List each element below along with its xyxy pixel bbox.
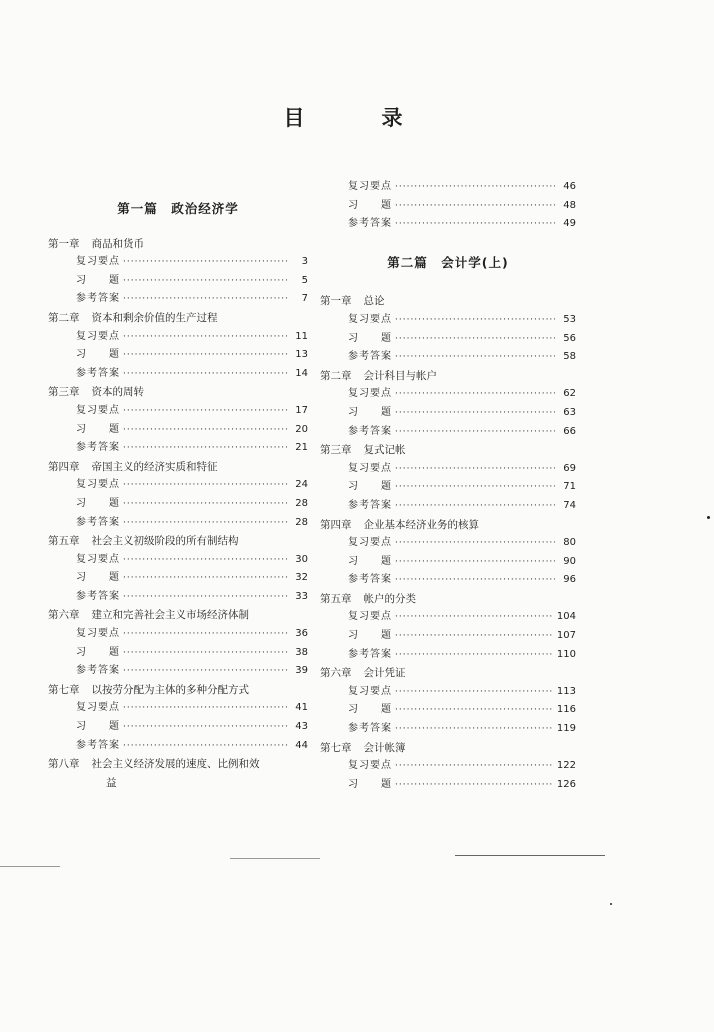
chapter-name: 建立和完善社会主义市场经济体制	[91, 609, 249, 622]
chapter-number: 第七章	[48, 683, 80, 696]
entry-label: 习 题	[76, 497, 120, 509]
page-number: 7	[301, 293, 308, 305]
toc-entry[interactable]	[320, 646, 576, 665]
chapter-number: 第一章	[48, 237, 80, 250]
toc-entry[interactable]	[320, 478, 576, 497]
page-number: 53	[563, 313, 576, 325]
toc-entry[interactable]	[48, 569, 308, 588]
toc-entry[interactable]	[320, 757, 576, 776]
scan-artifact-speck	[707, 516, 710, 519]
toc-entry[interactable]	[48, 421, 308, 440]
chapter-name: 社会主义初级阶段的所有制结构	[91, 535, 239, 548]
dot-leader	[123, 290, 287, 309]
entry-label: 复习要点	[348, 611, 392, 623]
scan-artifact-line	[230, 858, 320, 859]
page-number: 33	[295, 590, 308, 602]
dot-leader	[395, 534, 555, 553]
toc-entry[interactable]	[320, 311, 576, 330]
page-number: 43	[295, 721, 308, 733]
entry-label: 习 题	[348, 778, 392, 790]
page-number: 113	[556, 685, 576, 697]
chapter-title	[48, 458, 308, 477]
entry-label: 习 题	[76, 274, 120, 286]
page-number: 28	[295, 497, 308, 509]
toc-entry[interactable]	[320, 404, 576, 423]
page-number: 122	[556, 760, 576, 772]
chapter-number: 第三章	[48, 386, 80, 399]
entry-label: 参考答案	[348, 574, 392, 586]
entry-label: 习 题	[348, 555, 392, 567]
page-title: 目 录	[283, 106, 431, 130]
dot-leader	[123, 253, 287, 272]
dot-leader	[395, 330, 555, 349]
entry-label: 复习要点	[76, 702, 120, 714]
entry-label: 参考答案	[76, 367, 120, 379]
page-number: 17	[295, 404, 308, 416]
toc-entry[interactable]	[320, 534, 576, 553]
entry-label: 习 题	[348, 630, 392, 642]
entry-label: 复习要点	[348, 462, 392, 474]
toc-entry[interactable]	[48, 644, 308, 663]
toc-entry[interactable]	[320, 553, 576, 572]
page-number: 80	[563, 537, 576, 549]
toc-entry[interactable]	[320, 178, 576, 197]
part-title: 第一篇 政治经济学	[117, 201, 239, 216]
page-number: 58	[563, 351, 576, 363]
chapter-name: 资本和剩余价值的生产过程	[91, 311, 218, 324]
toc-entry[interactable]	[320, 423, 576, 442]
entry-label: 习 题	[348, 199, 392, 211]
chapter-name: 社会主义经济发展的速度、比例和效	[91, 758, 260, 771]
entry-label: 习 题	[76, 349, 120, 361]
entry-label: 参考答案	[348, 499, 392, 511]
entry-label: 习 题	[76, 572, 120, 584]
dot-leader	[395, 404, 555, 423]
dot-leader	[395, 348, 555, 367]
toc-entry[interactable]	[320, 627, 576, 646]
entry-label: 参考答案	[76, 665, 120, 677]
dot-leader	[123, 328, 287, 347]
page-number: 48	[563, 199, 576, 211]
toc-right-column	[320, 178, 576, 794]
dot-leader	[395, 701, 554, 720]
chapter-title	[48, 309, 308, 328]
dot-leader	[123, 588, 287, 607]
page-number: 71	[563, 481, 576, 493]
toc-chapter	[320, 441, 576, 515]
page-number: 11	[295, 330, 308, 342]
dot-leader	[123, 365, 287, 384]
page-number: 30	[295, 553, 308, 565]
scan-artifact-line	[0, 866, 60, 867]
entry-label: 参考答案	[348, 648, 392, 660]
toc-entry[interactable]	[48, 402, 308, 421]
toc-entry[interactable]	[48, 588, 308, 607]
entry-label: 参考答案	[76, 739, 120, 751]
page-number: 13	[295, 349, 308, 361]
toc-entry[interactable]	[48, 718, 308, 737]
toc-chapter	[48, 681, 308, 755]
dot-leader	[123, 699, 287, 718]
chapter-number: 第一章	[320, 295, 352, 308]
dot-leader	[395, 385, 555, 404]
page-number: 110	[556, 648, 576, 660]
page-number: 126	[556, 778, 576, 790]
chapter-number: 第二章	[48, 311, 80, 324]
toc-chapter	[320, 367, 576, 441]
chapter-name: 企业基本经济业务的核算	[363, 518, 479, 531]
page-number: 90	[563, 555, 576, 567]
page-number: 96	[563, 574, 576, 586]
toc-entry[interactable]	[320, 460, 576, 479]
dot-leader	[123, 569, 287, 588]
toc-chapter	[48, 309, 308, 383]
entry-label: 习 题	[348, 481, 392, 493]
toc-chapter	[48, 755, 308, 792]
page-number: 74	[563, 499, 576, 511]
chapter-name: 复式记帐	[363, 444, 406, 457]
part-title: 第二篇 会计学(上)	[387, 254, 509, 270]
dot-leader	[123, 625, 287, 644]
dot-leader	[395, 776, 554, 795]
toc-chapter	[320, 739, 576, 795]
dot-leader	[123, 514, 287, 533]
dot-leader	[395, 683, 554, 702]
chapter-name-continued: 益	[106, 776, 117, 789]
chapter-title	[320, 739, 576, 758]
toc-entry[interactable]	[320, 385, 576, 404]
page-number: 107	[556, 630, 576, 642]
toc-entry[interactable]	[320, 683, 576, 702]
dot-leader	[395, 757, 554, 776]
chapter-title	[320, 664, 576, 683]
dot-leader	[395, 460, 555, 479]
entry-label: 参考答案	[76, 293, 120, 305]
entry-label: 习 题	[76, 646, 120, 658]
page-number: 38	[295, 646, 308, 658]
toc-chapter	[48, 532, 308, 606]
chapter-title	[320, 292, 576, 311]
page-number: 14	[295, 367, 308, 379]
dot-leader	[395, 720, 554, 739]
scan-artifact-speck	[610, 903, 612, 905]
dot-leader	[395, 608, 554, 627]
chapter-number: 第七章	[320, 741, 352, 754]
toc-chapter	[320, 590, 576, 664]
page-number: 32	[295, 572, 308, 584]
chapter-title	[48, 606, 308, 625]
entry-label: 复习要点	[348, 537, 392, 549]
chapter-name: 总论	[363, 295, 385, 308]
chapter-number: 第八章	[48, 758, 80, 771]
dot-leader	[395, 215, 555, 234]
toc-entry[interactable]	[320, 720, 576, 739]
dot-leader	[123, 495, 287, 514]
chapter-title	[320, 367, 576, 386]
toc-entry[interactable]	[48, 551, 308, 570]
chapter-title	[48, 532, 308, 551]
toc-entry[interactable]	[48, 514, 308, 533]
chapter-title	[48, 681, 308, 700]
toc-entry[interactable]	[48, 253, 308, 272]
chapter-name: 会计科目与帐户	[363, 369, 437, 382]
toc-entry[interactable]	[48, 625, 308, 644]
entry-label: 参考答案	[348, 723, 392, 735]
entry-label: 参考答案	[76, 516, 120, 528]
page-number: 104	[556, 611, 576, 623]
entry-label: 复习要点	[76, 330, 120, 342]
scan-artifact-line	[455, 855, 605, 856]
dot-leader	[395, 197, 555, 216]
chapter-name: 会计凭证	[363, 667, 406, 680]
dot-leader	[395, 646, 554, 665]
dot-leader	[123, 476, 287, 495]
dot-leader	[123, 439, 287, 458]
dot-leader	[395, 553, 555, 572]
toc-entry[interactable]	[320, 497, 576, 516]
dot-leader	[123, 737, 287, 756]
entry-label: 复习要点	[348, 685, 392, 697]
toc-entry[interactable]	[320, 197, 576, 216]
entry-label: 复习要点	[76, 628, 120, 640]
chapter-number: 第六章	[320, 667, 352, 680]
chapter-number: 第五章	[320, 592, 352, 605]
entry-label: 参考答案	[348, 425, 392, 437]
chapter-number: 第二章	[320, 369, 352, 382]
chapter-title	[48, 755, 308, 792]
chapter-name: 以按劳分配为主体的多种分配方式	[91, 683, 249, 696]
entry-label: 习 题	[348, 406, 392, 418]
entry-label: 习 题	[76, 721, 120, 733]
chapter-title	[320, 441, 576, 460]
page-number: 62	[563, 388, 576, 400]
page-number: 24	[295, 479, 308, 491]
page-number: 21	[295, 442, 308, 454]
toc-entry[interactable]	[320, 215, 576, 234]
page-number: 41	[295, 702, 308, 714]
entry-label: 复习要点	[76, 479, 120, 491]
page-number: 20	[295, 423, 308, 435]
dot-leader	[123, 272, 287, 291]
entry-label: 参考答案	[348, 218, 392, 230]
page-number: 66	[563, 425, 576, 437]
toc-entry[interactable]	[320, 776, 576, 795]
dot-leader	[395, 478, 555, 497]
chapter-name: 帐户的分类	[363, 592, 416, 605]
chapter-title	[48, 383, 308, 402]
dot-leader	[123, 421, 287, 440]
page-number: 39	[295, 665, 308, 677]
page-number: 5	[301, 274, 308, 286]
toc-entry[interactable]	[48, 662, 308, 681]
dot-leader	[123, 402, 287, 421]
entry-label: 复习要点	[348, 388, 392, 400]
entry-label: 复习要点	[348, 313, 392, 325]
chapter-name: 资本的周转	[91, 386, 144, 399]
entry-label: 复习要点	[348, 181, 392, 192]
page-number: 63	[563, 406, 576, 418]
dot-leader	[395, 311, 555, 330]
toc-entry[interactable]	[48, 365, 308, 384]
dot-leader	[395, 178, 555, 197]
page-number: 3	[301, 256, 308, 268]
chapter-number: 第四章	[48, 460, 80, 473]
page-number: 44	[295, 739, 308, 751]
entry-label: 参考答案	[76, 590, 120, 602]
toc-chapter	[320, 516, 576, 590]
toc-entry[interactable]	[48, 439, 308, 458]
toc-chapter	[48, 458, 308, 532]
toc-entry[interactable]	[320, 571, 576, 590]
entry-label: 复习要点	[76, 404, 120, 416]
chapter-title	[48, 235, 308, 254]
dot-leader	[123, 346, 287, 365]
dot-leader	[123, 644, 287, 663]
dot-leader	[395, 571, 555, 590]
chapter-name: 商品和货币	[91, 237, 144, 250]
page-number: 56	[563, 332, 576, 344]
page-number: 28	[295, 516, 308, 528]
dot-leader	[395, 497, 555, 516]
entry-label: 习 题	[348, 332, 392, 344]
toc-entry[interactable]	[48, 495, 308, 514]
toc-entry[interactable]	[48, 737, 308, 756]
dot-leader	[395, 627, 554, 646]
entry-label: 参考答案	[76, 442, 120, 454]
entry-label: 复习要点	[348, 760, 392, 772]
toc-entry[interactable]	[320, 348, 576, 367]
entry-label: 习 题	[76, 423, 120, 435]
chapter-title	[320, 590, 576, 609]
toc-left-column	[48, 196, 308, 792]
toc-entry[interactable]	[320, 608, 576, 627]
dot-leader	[395, 423, 555, 442]
page-number: 49	[563, 218, 576, 230]
entry-label: 参考答案	[348, 351, 392, 363]
chapter-number: 第六章	[48, 609, 80, 622]
toc-entry[interactable]	[320, 330, 576, 349]
dot-leader	[123, 551, 287, 570]
toc-entry[interactable]	[48, 346, 308, 365]
toc-chapter	[320, 664, 576, 738]
dot-leader	[123, 662, 287, 681]
toc-chapter	[320, 292, 576, 366]
page-number: 116	[556, 704, 576, 716]
toc-entry[interactable]	[48, 699, 308, 718]
chapter-number: 第三章	[320, 444, 352, 457]
chapter-name: 帝国主义的经济实质和特征	[91, 460, 218, 473]
toc-chapter	[48, 383, 308, 457]
toc-entry[interactable]	[48, 476, 308, 495]
page-number: 36	[295, 628, 308, 640]
toc-entry[interactable]	[48, 328, 308, 347]
entry-label: 复习要点	[76, 256, 120, 268]
entry-label: 习 题	[348, 704, 392, 716]
chapter-name: 会计帐簿	[363, 741, 406, 754]
chapter-title	[320, 516, 576, 535]
toc-entry[interactable]	[320, 701, 576, 720]
dot-leader	[123, 718, 287, 737]
page-number: 119	[556, 723, 576, 735]
page-number: 46	[563, 181, 576, 192]
page-number: 69	[563, 462, 576, 474]
chapter-number: 第五章	[48, 535, 80, 548]
toc-chapter	[48, 606, 308, 680]
toc-chapter	[48, 235, 308, 309]
chapter-number: 第四章	[320, 518, 352, 531]
entry-label: 复习要点	[76, 553, 120, 565]
toc-entry[interactable]	[48, 272, 308, 291]
toc-entry[interactable]	[48, 290, 308, 309]
